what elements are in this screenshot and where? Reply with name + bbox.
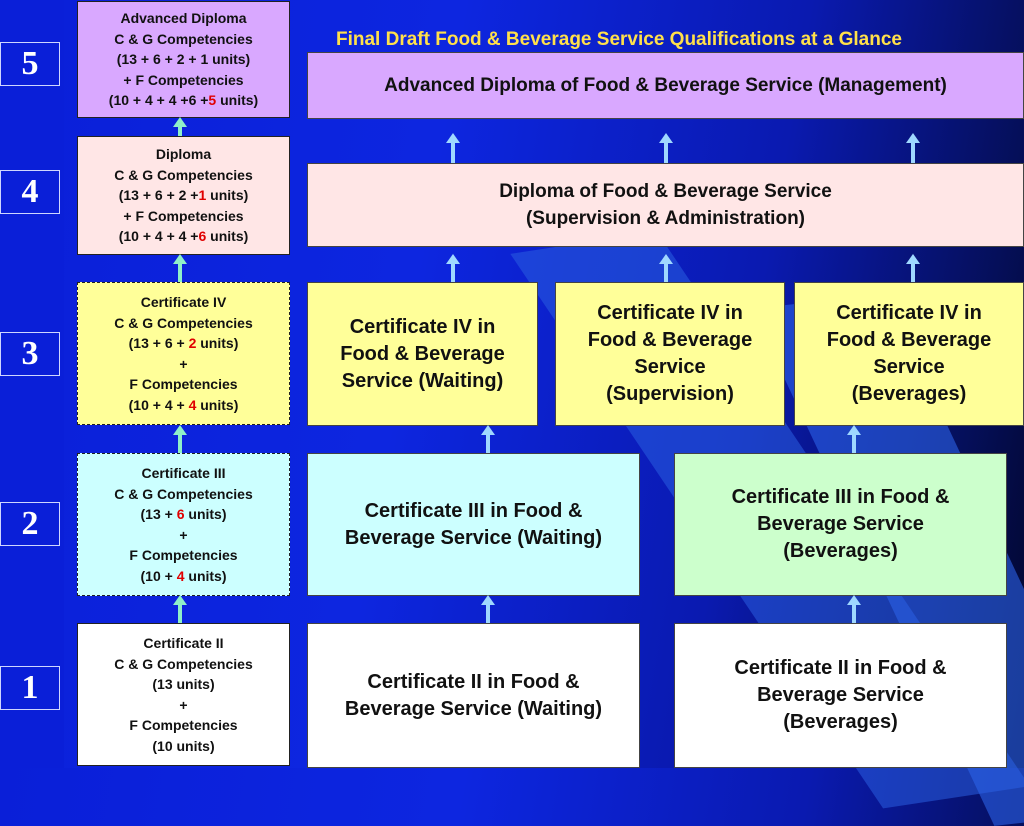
summary-line: + F Competencies <box>123 71 244 88</box>
up-arrow-icon <box>178 604 182 623</box>
summary-line: (10 + 4 units) <box>140 567 227 584</box>
summary-line: (13 units) <box>152 676 215 692</box>
advanced-diploma-box: Advanced Diploma of Food & Beverage Service (Management) <box>307 52 1024 119</box>
up-arrow-icon <box>178 434 182 453</box>
summary-line: F Competencies <box>129 376 238 392</box>
cert-iii-waiting-box: Certificate III in Food & Beverage Service (Waiting) <box>307 453 640 596</box>
cert-iv-supervision-box: Certificate IV in Food & Beverage Service (Supervision) <box>555 282 785 426</box>
up-arrow-icon <box>852 434 856 453</box>
level-2: 2 <box>0 502 60 546</box>
diploma-box: Diploma of Food & Beverage Service (Supervision & Administration) <box>307 163 1024 247</box>
summary-line: Certificate II <box>143 635 224 651</box>
level-5: 5 <box>0 42 60 86</box>
summary-line: C & G Competencies <box>114 166 253 183</box>
level-column <box>0 0 64 768</box>
summary-line: Diploma <box>155 146 212 163</box>
up-arrow-icon <box>852 604 856 623</box>
summary-line: Certificate III <box>141 465 226 481</box>
page-title: Final Draft Food & Beverage Service Qualifications at a Glance <box>336 29 902 50</box>
summary-line: C & G Competencies <box>114 655 253 672</box>
up-arrow-icon <box>178 263 182 282</box>
cert-iv-beverages-box: Certificate IV in Food & Beverage Service (Beverages) <box>794 282 1024 426</box>
summary-line: C & G Competencies <box>114 485 253 502</box>
summary-line: (10 + 4 + 4 +6 units) <box>118 228 249 245</box>
summary-line: + F Competencies <box>123 207 244 224</box>
summary-line: Certificate IV <box>140 294 227 310</box>
summary-line: C & G Competencies <box>114 30 253 47</box>
summary-line: (13 + 6 units) <box>140 506 227 522</box>
summary-line: (10 + 4 + 4 units) <box>128 396 239 413</box>
up-arrow-icon <box>178 126 182 136</box>
up-arrow-icon <box>486 434 490 453</box>
up-arrow-icon <box>664 263 668 282</box>
cert-iii-beverages-box: Certificate III in Food & Beverage Service (Beverages) <box>674 453 1007 596</box>
certificate-ii-summary <box>77 623 290 766</box>
summary-line: + <box>179 526 188 543</box>
level-4: 4 <box>0 170 60 214</box>
level-3: 3 <box>0 332 60 376</box>
summary-line: (13 + 6 + 2 units) <box>128 335 239 351</box>
summary-line: (13 + 6 + 2 +1 units) <box>118 187 249 204</box>
summary-line: F Competencies <box>129 547 238 563</box>
cert-ii-waiting-box: Certificate II in Food & Beverage Service (Waiting) <box>307 623 640 768</box>
summary-line: + <box>179 696 188 713</box>
up-arrow-icon <box>911 263 915 282</box>
certificate-iv-summary <box>77 282 290 425</box>
up-arrow-icon <box>664 142 668 163</box>
cert-ii-beverages-box: Certificate II in Food & Beverage Service (Beverages) <box>674 623 1007 768</box>
up-arrow-icon <box>451 142 455 163</box>
up-arrow-icon <box>451 263 455 282</box>
level-1: 1 <box>0 666 60 710</box>
summary-line: + <box>179 355 188 372</box>
summary-line: (13 + 6 + 2 + 1 units) <box>116 51 251 68</box>
certificate-iii-summary <box>77 453 290 596</box>
up-arrow-icon <box>911 142 915 163</box>
summary-line: (10 units) <box>152 737 215 754</box>
diploma-summary <box>77 136 290 255</box>
summary-line: C & G Competencies <box>114 314 253 331</box>
up-arrow-icon <box>486 604 490 623</box>
summary-line: F Competencies <box>129 717 238 733</box>
cert-iv-waiting-box: Certificate IV in Food & Beverage Service (Waiting) <box>307 282 538 426</box>
summary-line: Advanced Diploma <box>120 10 247 27</box>
summary-line: (10 + 4 + 4 +6 +5 units) <box>108 92 259 109</box>
advanced-diploma-summary <box>77 1 290 118</box>
